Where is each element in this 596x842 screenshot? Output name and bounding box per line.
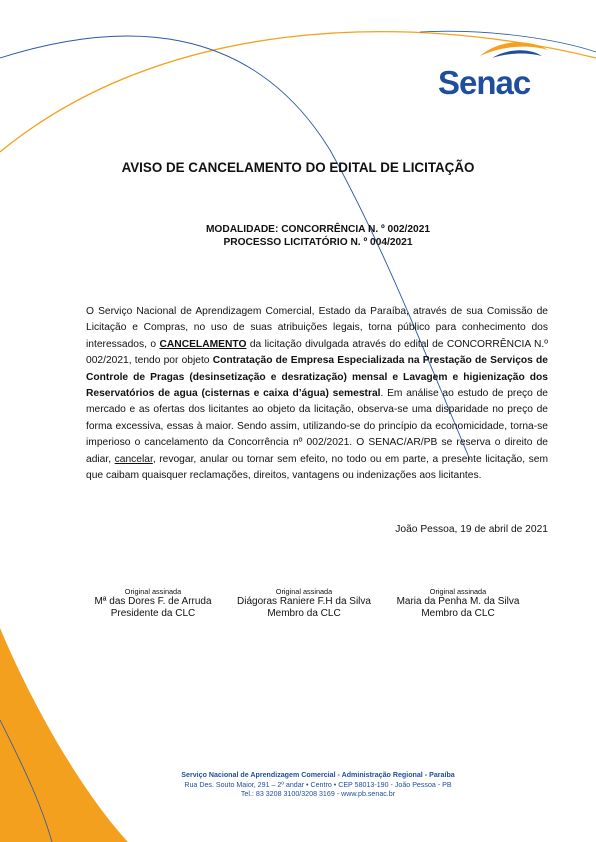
signature-block bbox=[378, 587, 538, 620]
footer-address: Rua Des. Souto Maior, 291 – 2º andar • Centro • CEP 58013-190 - João Pessoa - PB bbox=[184, 780, 452, 789]
signature-note: Original assinada bbox=[429, 587, 487, 596]
signature-role: Presidente da CLC bbox=[110, 608, 196, 619]
notice-body bbox=[86, 304, 548, 484]
body-part-1: O Serviço Nacional de Aprendizagem Comercial, Estado da Paraíba, através de sua Comissão de Licitação e Compras, no uso de suas atribuições legais, torna público para conhecimento dos interessados, o bbox=[86, 306, 548, 350]
logo-text: Senac bbox=[438, 64, 531, 101]
date-line: João Pessoa, 19 de abril de 2021 bbox=[395, 524, 548, 535]
bottom-orange-wedge bbox=[0, 628, 128, 842]
signature-role: Membro da CLC bbox=[421, 608, 495, 619]
cancelamento-emphasis: CANCELAMENTO bbox=[159, 338, 247, 350]
signature-name: Maria da Penha M. da Silva bbox=[396, 596, 520, 607]
body-part-4: , revogar, anular ou tornar sem efeito, no todo ou em parte, a presente licitação, sem que caibam quaisquer reclamações, direitos, vantagens ou indenizações aos licitantes. bbox=[86, 453, 548, 482]
processo-line: PROCESSO LICITATÓRIO N. º 004/2021 bbox=[223, 237, 413, 248]
signature-name: Diágoras Raniere F.H da Silva bbox=[237, 596, 371, 607]
logo-swoosh-icon bbox=[438, 36, 556, 66]
footer bbox=[0, 771, 596, 800]
signature-note: Original assinada bbox=[275, 587, 333, 596]
modalidade-line: MODALIDADE: CONCORRÊNCIA N. º 002/2021 bbox=[205, 224, 431, 235]
signature-note: Original assinada bbox=[124, 587, 182, 596]
footer-org: Serviço Nacional de Aprendizagem Comercial - Administração Regional - Paraíba bbox=[181, 771, 455, 779]
signature-role: Membro da CLC bbox=[267, 608, 341, 619]
senac-logo bbox=[438, 36, 556, 106]
footer-contact: Tel.: 83 3208 3100/3208 3169 - www.pb.senac.br bbox=[240, 790, 396, 799]
signature-block bbox=[224, 587, 384, 620]
object-description: Contratação de Empresa Especializada na Prestação de Serviços de Controle de Pragas (desinsetização e desratização) mensal e Lavagem e higienização dos Reservatórios de agua (cisternas e caixa d’água) semestral bbox=[86, 355, 548, 400]
document-title: AVISO DE CANCELAMENTO DO EDITAL DE LICITAÇÃO bbox=[121, 160, 475, 175]
body-part-2: da licitação divulgada através do edital de CONCORRÊNCIA N.º 002/2021, tendo por objeto bbox=[86, 338, 548, 367]
cancelar-underlined: cancelar bbox=[114, 453, 153, 465]
body-part-3: . Em análise ao estudo de preço de mercado e as ofertas dos licitantes ao objeto da licitação, observa-se uma disparidade no preço de forma excessiva, essas à maior. Sendo assim, utilizando-se do princípio da economicidade, torna-se imperioso o cancelamento da Concorrência nº 002/2021. O SENAC/AR/PB se reserva o direito de adiar, bbox=[86, 388, 548, 465]
signature-block bbox=[73, 587, 233, 620]
signature-name: Mª das Dores F. de Arruda bbox=[94, 596, 212, 607]
